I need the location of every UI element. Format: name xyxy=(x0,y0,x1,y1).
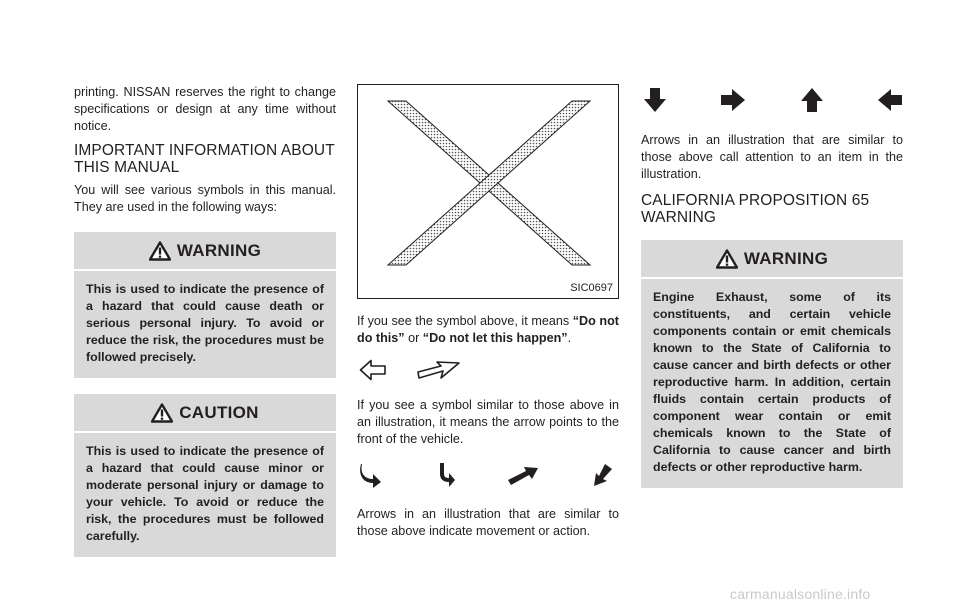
symbol-or: or xyxy=(404,331,423,345)
symbol-meaning-paragraph xyxy=(357,313,619,347)
prop65-warning-title: WARNING xyxy=(743,248,829,268)
caution-text: This is used to indicate the presence of a hazard that could cause minor or moderate personal injury or damage to your vehicle. To avoid or reduce the risk, the procedures must be followed carefully. xyxy=(86,444,324,543)
outline-arrow-diagonal-icon xyxy=(417,357,461,383)
arrow-right-icon xyxy=(720,88,746,112)
arrow-down-icon xyxy=(643,87,667,113)
prop65-warning-text: Engine Exhaust, some of its constituents, and certain vehicle components contain or emit chemicals known to the State of California to cause cancer and birth defects or other reproductive harm. In addition, certain fluids contain certain products of component wear contain or emit chemicals known to the State of California to cause cancer and birth defects or other reproductive harm. xyxy=(653,290,891,474)
caution-triangle-icon xyxy=(151,403,173,423)
symbols-paragraph: You will see various symbols in this manual. They are used in the following ways: xyxy=(74,183,336,214)
prop65-warning-header xyxy=(641,240,903,279)
movement-arrows-paragraph: Arrows in an illustration that are similar to those above indicate movement or action. xyxy=(357,507,619,538)
intro-paragraph: printing. NISSAN reserves the right to change specifications or design at any time without notice. xyxy=(74,85,336,133)
front-arrows-paragraph: If you see a symbol similar to those above in an illustration, it means the arrow points to the front of the vehicle. xyxy=(357,398,619,446)
caution-box xyxy=(74,394,336,557)
attention-arrows-row xyxy=(641,86,903,114)
section-heading-prop65: CALIFORNIA PROPOSITION 65 WARNING xyxy=(641,192,870,226)
warning-title: WARNING xyxy=(176,240,262,260)
prop65-warning-box xyxy=(641,240,903,488)
column-left xyxy=(74,84,336,557)
warning-box-header xyxy=(74,232,336,271)
prop65-warning-triangle-icon xyxy=(716,249,738,269)
symbol-text-prefix: If you see the symbol above, it means xyxy=(357,314,573,328)
do-not-do-this-figure xyxy=(357,84,619,299)
front-arrows-row xyxy=(357,353,619,387)
column-middle xyxy=(357,84,619,540)
warning-triangle-icon xyxy=(149,241,171,261)
warning-text: This is used to indicate the presence of a hazard that could cause death or serious personal injury. To avoid or reduce the risk, the procedures must be followed precisely. xyxy=(86,282,324,364)
arrow-up-icon xyxy=(800,87,824,113)
diagonal-arrow-down-icon xyxy=(591,463,613,487)
curved-arrow-down-right-icon xyxy=(359,462,383,488)
section-heading-manual-info: IMPORTANT INFORMATION ABOUT THIS MANUAL xyxy=(74,142,335,176)
symbol-period: . xyxy=(567,331,572,345)
watermark-link[interactable]: carmanualsonline.info xyxy=(730,586,871,602)
arrow-left-icon xyxy=(877,88,903,112)
attention-arrows-paragraph: Arrows in an illustration that are similar to those above call attention to an item in the illustration. xyxy=(641,133,903,181)
cross-x-icon xyxy=(358,85,618,298)
diagonal-arrow-icon xyxy=(506,464,540,486)
movement-arrows-row xyxy=(357,458,619,492)
figure-label: SIC0697 xyxy=(570,282,613,294)
outline-arrow-left-icon xyxy=(359,358,389,382)
caution-box-header xyxy=(74,394,336,433)
warning-box xyxy=(74,232,336,378)
curved-arrow-down-icon xyxy=(434,462,456,488)
caution-title: CAUTION xyxy=(179,402,259,422)
do-not-let-happen-text: “Do not let this happen” xyxy=(422,331,568,345)
column-right xyxy=(641,84,903,488)
do-not-do-this-text: “Do not do this” xyxy=(357,314,619,345)
